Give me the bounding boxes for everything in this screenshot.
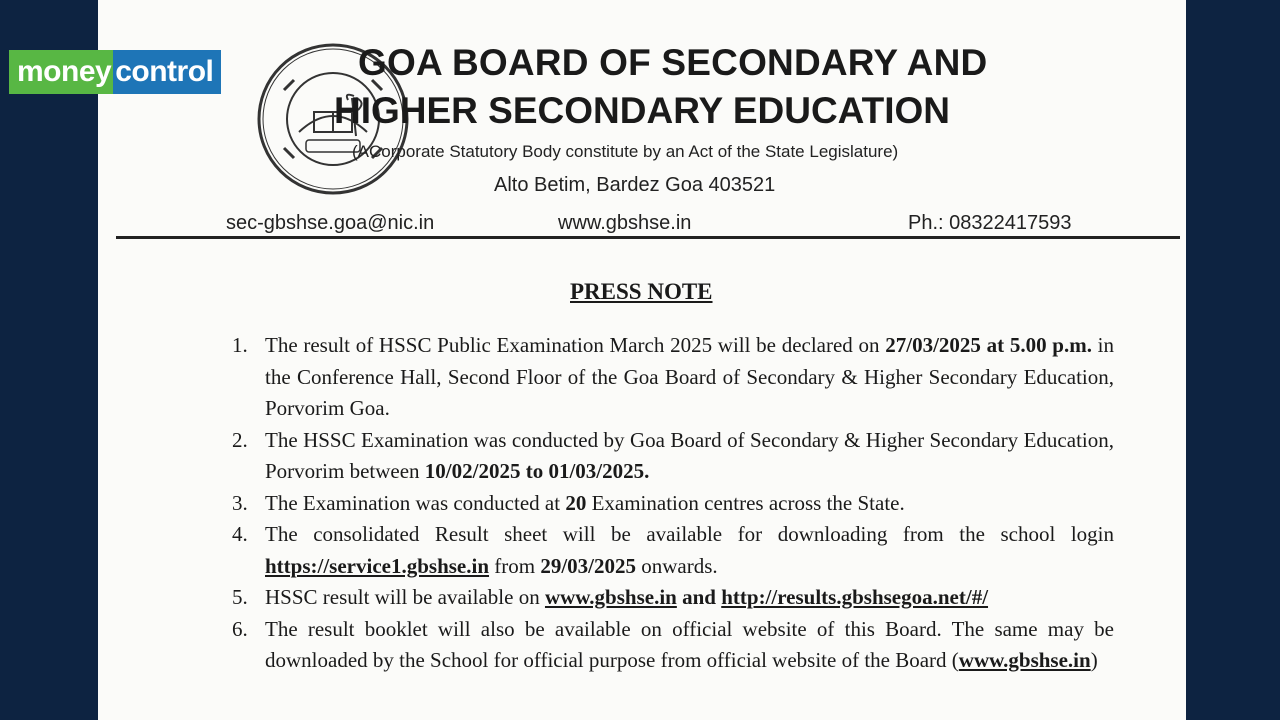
header-divider — [116, 236, 1180, 239]
board-website-link[interactable]: www.gbshse.in — [958, 648, 1091, 672]
school-login-link[interactable]: https://service1.gbshse.in — [265, 553, 490, 578]
board-subtitle: (ACorporate Statutory Body constitute by an Act of the State Legislature) — [352, 142, 899, 161]
list-item: 1. The result of HSSC Public Examination March 2025 will be declared on 27/03/2025 at 5.00 p.m. in the Conference Hall, Second Floor of the Goa Board of Secondary & Higher Secondary Education, Porvorim Goa. — [232, 333, 1114, 420]
press-note-list — [232, 330, 1114, 677]
list-item: 4. The consolidated Result sheet will be available for downloading from the school login https://service1.gbshse.in from 29/03/2025 onwards. — [232, 522, 1114, 578]
website-link[interactable]: www.gbshse.in — [544, 585, 677, 609]
document-page — [98, 0, 1186, 720]
results-link[interactable]: http://results.gbshsegoa.net/#/ — [721, 585, 989, 609]
board-title-line2: HIGHER SECONDARY EDUCATION — [334, 90, 951, 131]
contact-phone: Ph.: 08322417593 — [908, 212, 1072, 234]
moneycontrol-logo: money control — [9, 50, 221, 94]
board-address: Alto Betim, Bardez Goa 403521 — [494, 174, 776, 196]
list-item: 2. The HSSC Examination was conducted by Goa Board of Secondary & Higher Secondary Education, Porvorim between 10/02/2025 to 01/03/2025. — [232, 427, 1114, 483]
board-title-line1: GOA BOARD OF SECONDARY AND — [358, 42, 988, 83]
press-note-heading: PRESS NOTE — [570, 279, 713, 304]
list-item: 3. The Examination was conducted at 20 Examination centres across the State. — [232, 490, 905, 515]
contact-website: www.gbshse.in — [558, 212, 692, 234]
contact-email: sec-gbshse.goa@nic.in — [226, 212, 435, 234]
list-item: 5. HSSC result will be available on www.gbshse.in and http://results.gbshsegoa.net/#/ — [232, 585, 989, 609]
list-item: 6. The result booklet will also be available on official website of this Board. The same may be downloaded by the School for official purpose from official website of the Board (www.gbshse.in) — [232, 616, 1114, 672]
